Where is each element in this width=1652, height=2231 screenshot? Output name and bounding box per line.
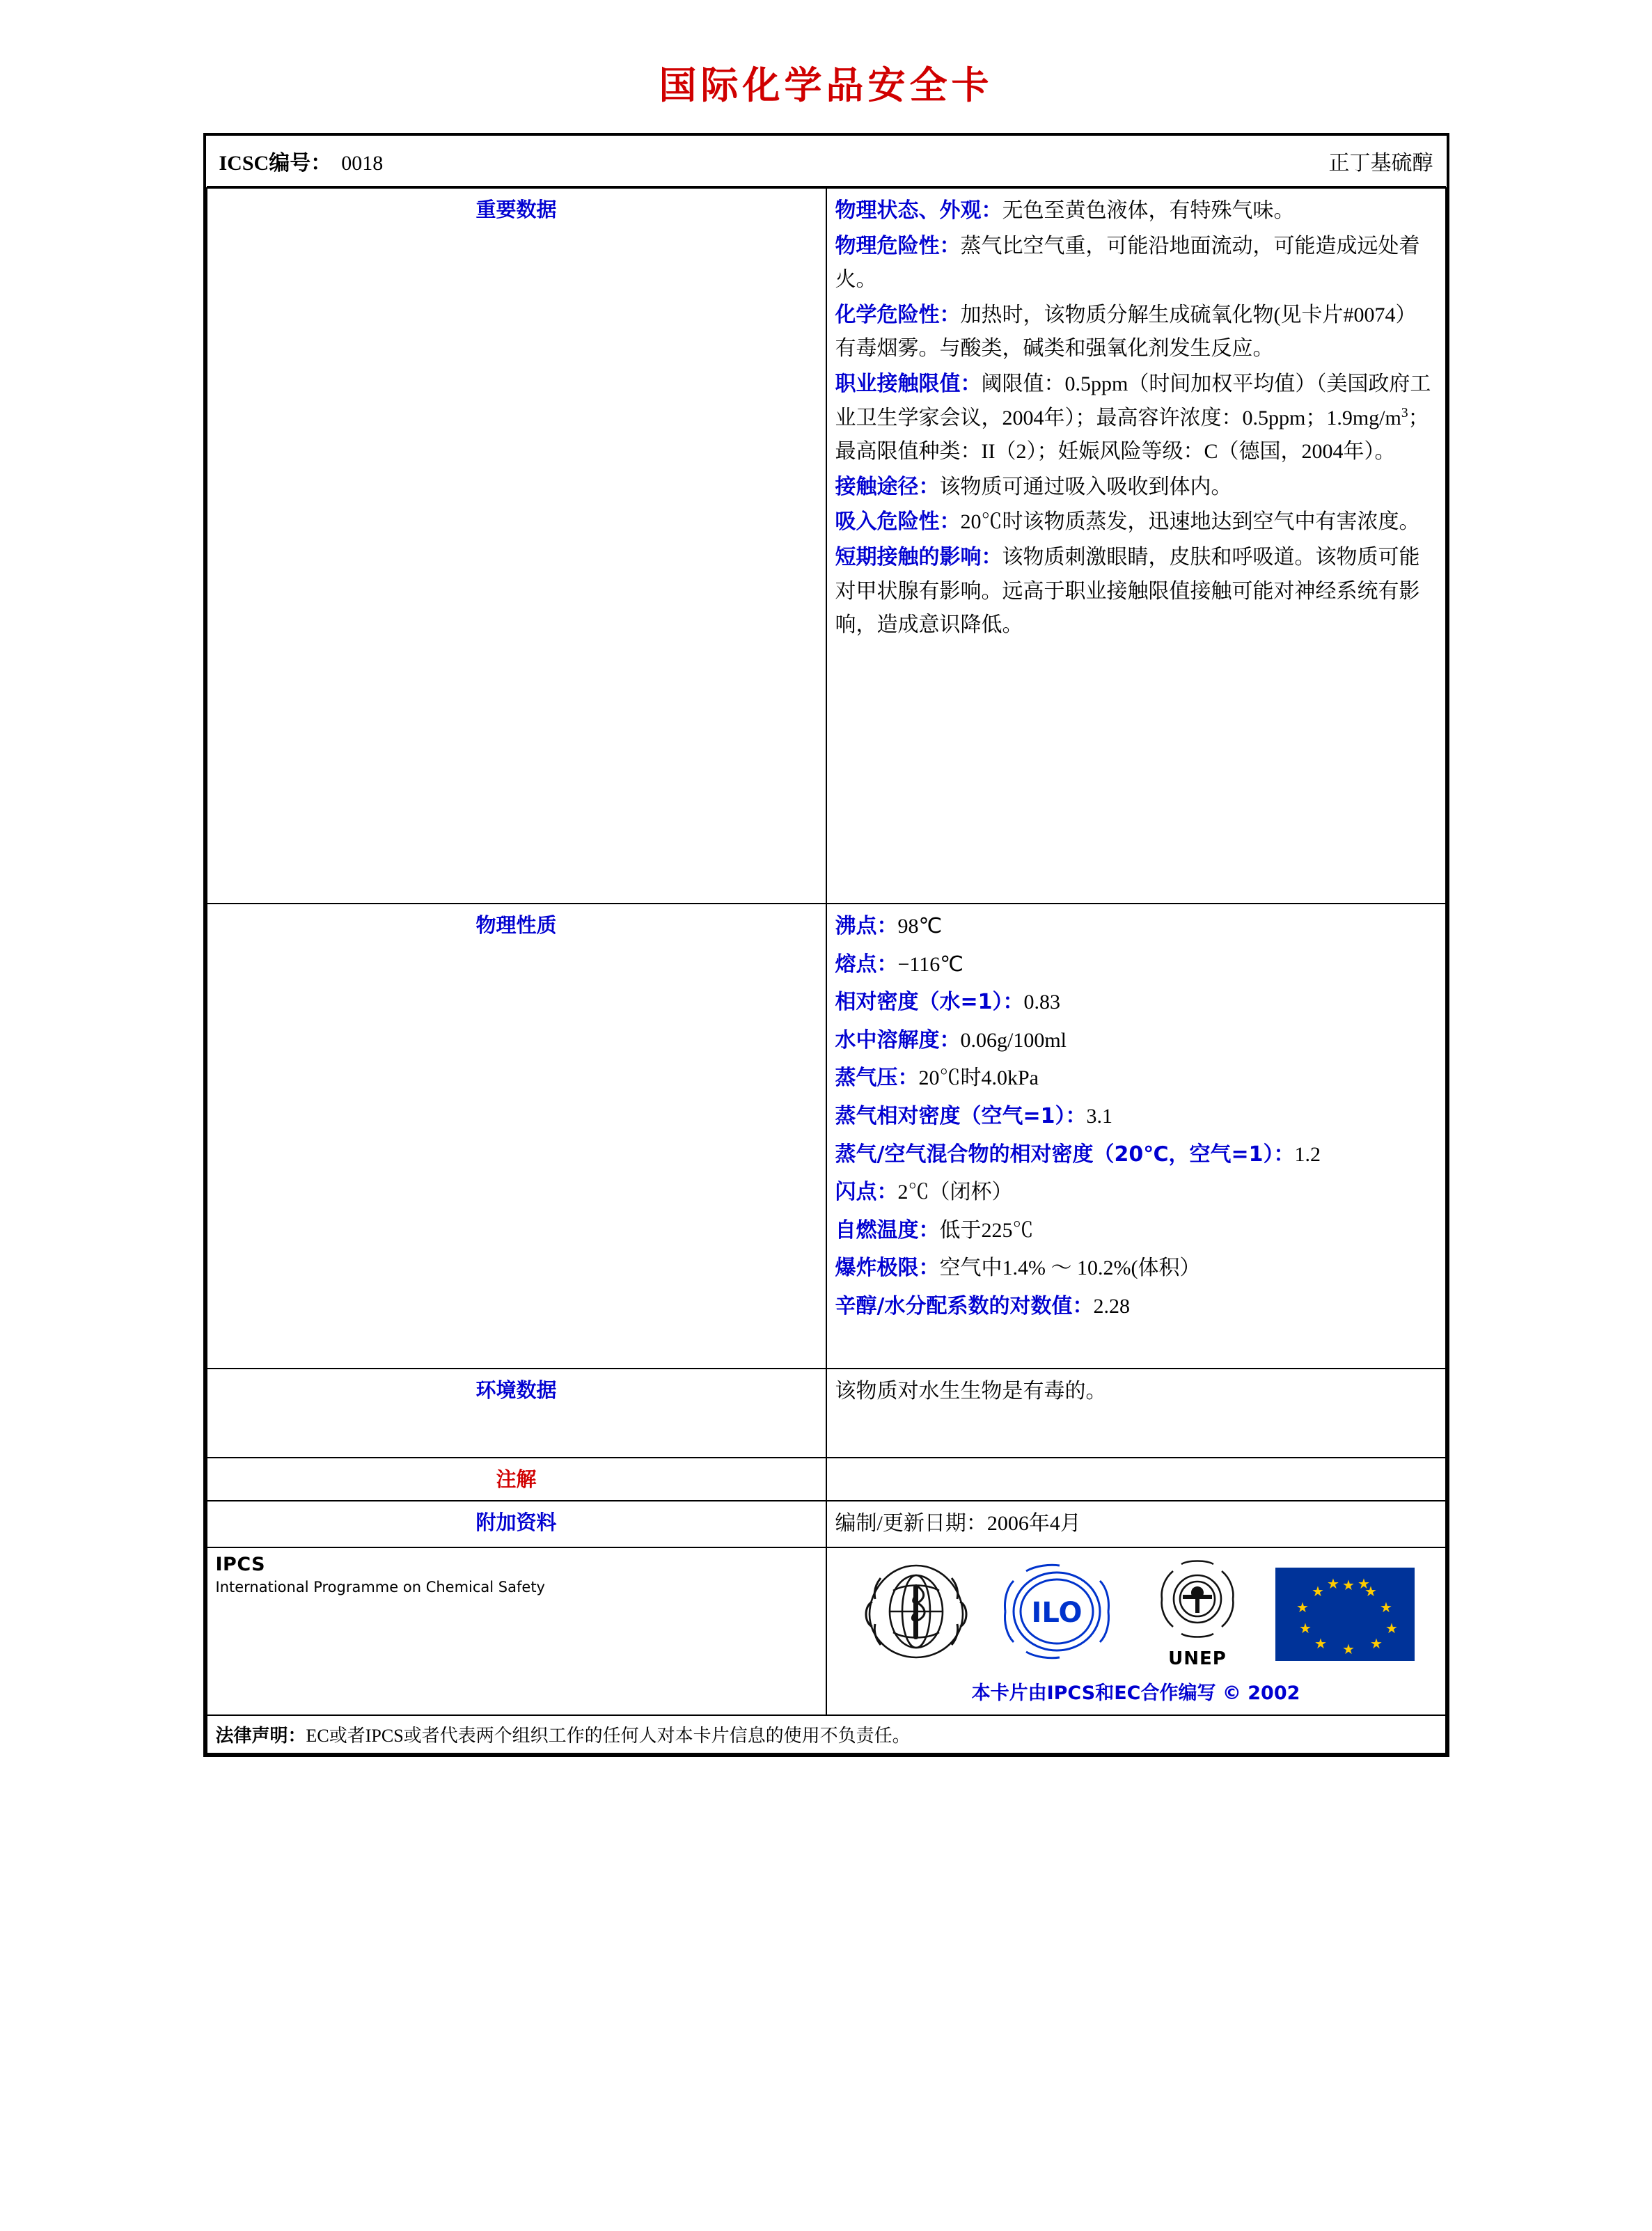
prop-vapour-air-mixture-density (835, 1138, 1437, 1172)
item-occupational-exposure-limits (835, 368, 1437, 469)
ipcs-full-name: International Programme on Chemical Safety (215, 1578, 545, 1595)
item-value: 该物质刺激眼睛，皮肤和呼吸道。该物质可能对甲状腺有影响。远高于职业接触限值接触可能对神经系统有影响，造成意识降低。 (835, 545, 1420, 637)
important-data-content (826, 188, 1446, 904)
prop-value: 空气中1.4% ～ 10.2%(体积） (939, 1256, 1201, 1280)
item-key: 职业接触限值： (835, 371, 982, 396)
unep-logo-label: UNEP (1168, 1648, 1227, 1670)
item-key: 接触途径： (835, 474, 940, 499)
prop-auto-ignition-temperature (835, 1214, 1437, 1248)
environmental-data-row (207, 1369, 1446, 1458)
prop-key: 熔点： (835, 952, 898, 977)
prop-value: 98℃ (897, 915, 943, 938)
prop-key: 沸点： (835, 914, 898, 938)
item-physical-state (835, 194, 1437, 228)
notes-content (826, 1458, 1446, 1501)
ipcs-branding (207, 1547, 826, 1715)
ilo-logo (994, 1560, 1119, 1668)
prop-explosive-limits (835, 1252, 1437, 1286)
eu-flag (1275, 1568, 1415, 1661)
additional-info-row (207, 1501, 1446, 1547)
prop-water-solubility (835, 1024, 1437, 1058)
section-label-notes: 注解 (207, 1458, 826, 1501)
legal-row (207, 1715, 1446, 1753)
item-physical-hazards (835, 230, 1437, 297)
item-key: 吸入危险性： (835, 510, 961, 535)
section-label-environmental-data: 环境数据 (207, 1369, 826, 1458)
unep-logo-icon (1138, 1559, 1257, 1648)
substance-name: 正丁基硫醇 (826, 136, 1446, 187)
prop-value: 低于225℃ (939, 1218, 1034, 1242)
section-label-important-data: 重要数据 (207, 188, 826, 904)
eu-flag-graphic: ★ ★ ★ ★ ★ ★ ★ ★ ★ ★ ★ ★ (1275, 1568, 1415, 1661)
item-key: 物理危险性： (835, 233, 961, 258)
additional-info-content: 编制/更新日期：2006年4月 (826, 1501, 1446, 1547)
section-label-additional-info: 附加资料 (207, 1501, 826, 1547)
who-logo-icon (857, 1560, 975, 1664)
important-data-row (207, 188, 1446, 904)
prop-relative-density (835, 986, 1437, 1020)
prop-value: −116℃ (897, 952, 963, 976)
icsc-card (203, 133, 1449, 1757)
prop-value: 2.28 (1093, 1294, 1130, 1318)
card-table (206, 136, 1447, 1754)
item-key: 物理状态、外观： (835, 198, 1002, 223)
legal-label: 法律声明： (215, 1725, 306, 1747)
item-key: 短期接触的影响： (835, 544, 1002, 569)
prop-key: 相对密度（水=1）： (835, 990, 1024, 1015)
prop-key: 蒸气相对密度（空气=1）： (835, 1103, 1087, 1128)
prop-key: 水中溶解度： (835, 1027, 961, 1053)
prop-value: 0.06g/100ml (960, 1028, 1067, 1052)
item-value: 加热时，该物质分解生成硫氧化物(见卡片#0074）有毒烟雾。与酸类，碱类和强氧化剂发生反应。 (835, 303, 1417, 361)
item-value-post: ；最高限值种类：II（2）；妊娠风险等级：C（德国，2004年）。 (835, 406, 1429, 464)
item-key: 化学危险性： (835, 302, 961, 327)
ilo-logo-icon (994, 1560, 1119, 1664)
physical-properties-content (826, 904, 1446, 1369)
item-short-term-exposure-effects (835, 541, 1437, 643)
prop-flash-point (835, 1176, 1437, 1210)
item-value-pre: 阈限值：0.5ppm（时间加权平均值）（美国政府工业卫生学家会议，2004年）；最高容许浓度：0.5ppm；1.9mg/m (835, 372, 1431, 429)
prop-key: 自燃温度： (835, 1217, 940, 1243)
notes-row (207, 1458, 1446, 1501)
page-title: 国际化学品安全卡 (659, 65, 993, 107)
card-header-row (207, 136, 1446, 188)
item-value-sup: 3 (1401, 405, 1408, 420)
cooperation-note: 本卡片由IPCS和EC合作编写 © 2002 (971, 1682, 1300, 1704)
prop-value: 2℃（闭杯） (897, 1181, 1013, 1204)
icsc-number-cell (207, 136, 826, 187)
logos-cell (826, 1547, 1446, 1715)
prop-key: 辛醇/水分配系数的对数值： (835, 1293, 1094, 1318)
prop-vapour-pressure (835, 1062, 1437, 1096)
prop-value: 3.1 (1086, 1104, 1113, 1128)
item-inhalation-risk (835, 505, 1437, 539)
header-cell (207, 136, 1446, 188)
ilo-logo-text: ILO (1031, 1597, 1083, 1630)
legal-text: EC或者IPCS或者代表两个组织工作的任何人对本卡片信息的使用不负责任。 (306, 1725, 911, 1746)
icsc-number: 0018 (341, 152, 384, 175)
item-value: 该物质可通过吸入吸收到体内。 (939, 475, 1232, 498)
icsc-label: ICSC编号： (219, 152, 332, 175)
prop-key: 闪点： (835, 1180, 898, 1205)
prop-key: 爆炸极限： (835, 1256, 940, 1281)
prop-key: 蒸气/空气混合物的相对密度（20℃，空气=1）： (835, 1142, 1295, 1167)
physical-properties-row (207, 904, 1446, 1369)
who-logo (857, 1560, 975, 1668)
prop-vapour-relative-density (835, 1100, 1437, 1134)
prop-key: 蒸气压： (835, 1066, 919, 1091)
item-value: 无色至黄色液体，有特殊气味。 (1002, 199, 1295, 222)
prop-value: 0.83 (1023, 991, 1061, 1014)
prop-value: 1.2 (1294, 1142, 1321, 1166)
legal-notice (207, 1715, 1446, 1753)
prop-value: 20℃时4.0kPa (918, 1066, 1039, 1090)
prop-boiling-point (835, 910, 1437, 944)
logos-container (827, 1548, 1445, 1673)
footer-logos-row (207, 1547, 1446, 1715)
prop-log-pow (835, 1290, 1437, 1324)
section-label-physical-properties: 物理性质 (207, 904, 826, 1369)
ipcs-acronym: IPCS (215, 1553, 266, 1575)
prop-melting-point (835, 948, 1437, 982)
unep-logo (1138, 1559, 1257, 1669)
environmental-data-content: 该物质对水生生物是有毒的。 (826, 1369, 1446, 1458)
item-chemical-hazards (835, 299, 1437, 366)
item-value: 20℃时该物质蒸发，迅速地达到空气中有害浓度。 (960, 510, 1420, 534)
item-routes-of-exposure (835, 471, 1437, 505)
item-value: 蒸气比空气重，可能沿地面流动，可能造成远处着火。 (835, 234, 1420, 292)
